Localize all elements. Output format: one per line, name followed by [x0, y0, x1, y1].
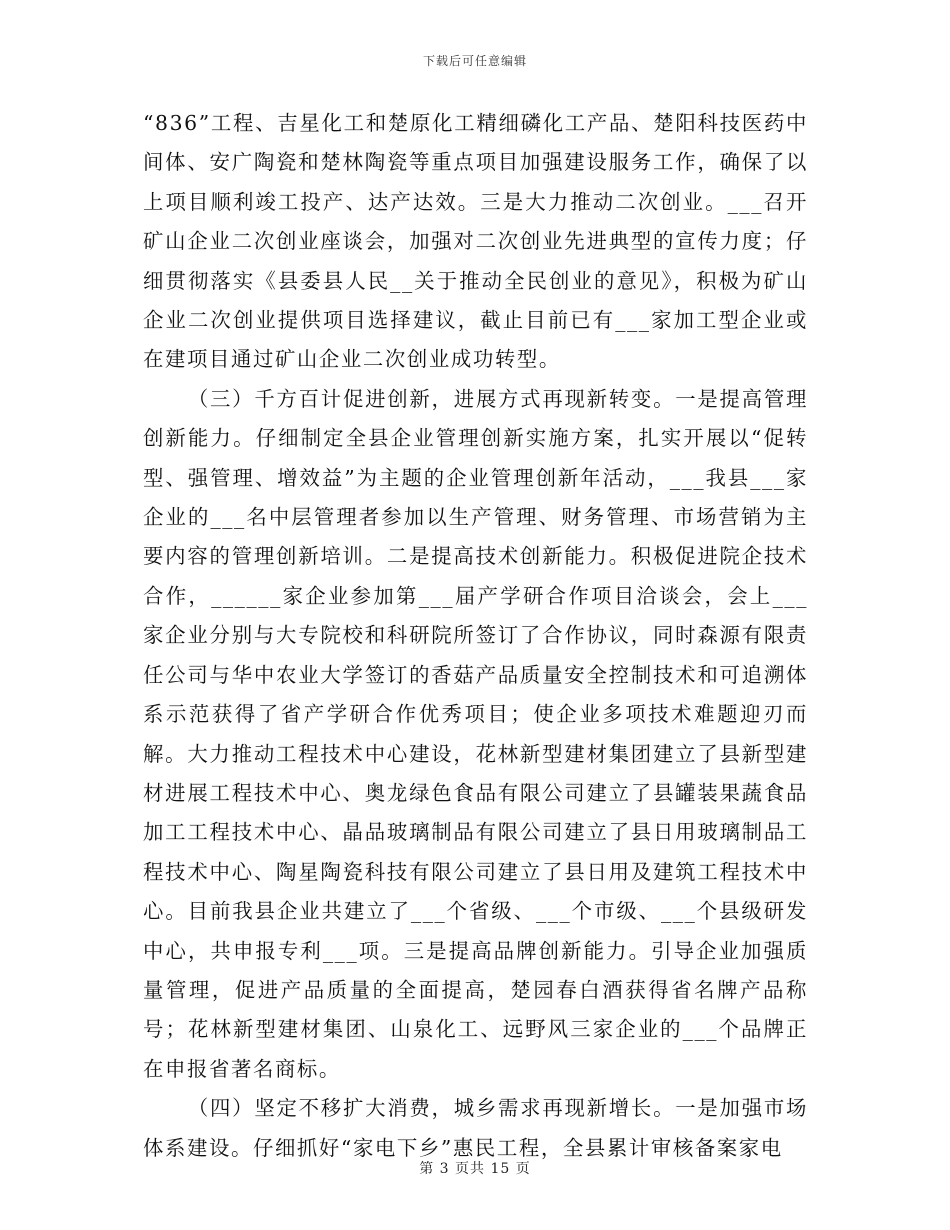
page-header: 下载后可任意编辑: [422, 54, 527, 68]
paragraph-section-3: （三）千方百计促进创新，进展方式再现新转变。一是提高管理创新能力。仔细制定全县企业管理创新实施方案，扎实开展以“促转型、强管理、增效益”为主题的企业管理创新年活动，___我县___家企业的___名中层管理者参加以生产管理、财务管理、市场营销为主要内容的管理创新培训。二是提高技术创新能力。积极促进院企技术合作，______家企业参加第___届产学研合作项目洽谈会，会上___家企业分别与大专院校和科研院所签订了合作协议，同时森源有限责任公司与华中农业大学签订的香菇产品质量安全控制技术和可追溯体系示范获得了省产学研合作优秀项目；使企业多项技术难题迎刃而解。大力推动工程技术中心建设，花林新型建材集团建立了县新型建材进展工程技术中心、奥龙绿色食品有限公司建立了县罐装果蔬食品加工工程技术中心、晶品玻璃制品有限公司建立了县日用玻璃制品工程技术中心、陶星陶瓷科技有限公司建立了县日用及建筑工程技术中心。目前我县企业共建立了___个省级、___个市级、___个县级研发中心，共申报专利___项。三是提高品牌创新能力。引导企业加强质量管理，促进产品质量的全面提高，楚园春白酒获得省名牌产品称号；花林新型建材集团、山泉化工、远野风三家企业的___个品牌正在申报省著名商标。: [143, 386, 808, 1081]
page-footer: 第 3 页共 15 页: [419, 1161, 531, 1177]
paragraph-section-4: （四）坚定不移扩大消费，城乡需求再现新增长。一是加强市场体系建设。仔细抓好“家电下乡”惠民工程，全县累计审核备案家电: [143, 1096, 808, 1160]
document-body: [143, 104, 808, 1168]
paragraph-continuation: “836”工程、吉星化工和楚原化工精细磷化工产品、楚阳科技医药中间体、安广陶瓷和楚林陶瓷等重点项目加强建设服务工作，确保了以上项目顺利竣工投产、达产达效。三是大力推动二次创业。___召开矿山企业二次创业座谈会，加强对二次创业先进典型的宣传力度；仔细贯彻落实《县委县人民__关于推动全民创业的意见》，积极为矿山企业二次创业提供项目选择建议，截止目前已有___家加工型企业或在建项目通过矿山企业二次创业成功转型。: [143, 111, 808, 372]
